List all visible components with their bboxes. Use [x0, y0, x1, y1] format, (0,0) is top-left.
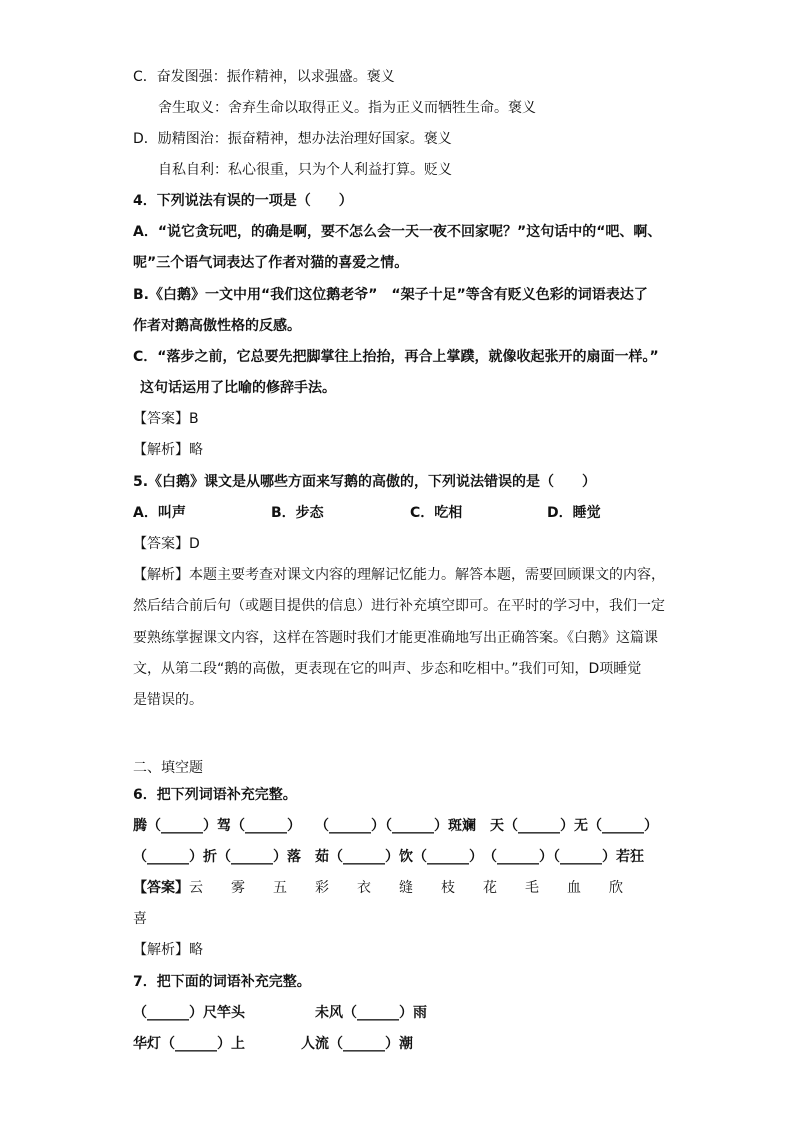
q5-answer: 【答案】D	[133, 536, 200, 552]
q3-option-d: D．励精图治：振奋精神，想办法治理好国家。褒义	[133, 131, 452, 147]
q4-option-c-cont: 这句话运用了比喻的修辞手法。	[140, 380, 336, 396]
q3-option-c-second: 舍生取义：舍弃生命以取得正义。指为正义而牺牲生命。褒义	[158, 100, 536, 116]
q4-answer: 【答案】B	[133, 411, 199, 427]
q5-analysis-line1: 【解析】本题主要考查对课文内容的理解记忆能力。解答本题，需要回顾课文的内容，	[133, 567, 665, 583]
q4-option-c: C．“落步之前，它总要先把脚掌往上抬抬，再合上掌蹼，就像收起张开的扇面一样。”	[133, 349, 659, 365]
q5-analysis-line5: 是错误的。	[133, 692, 203, 708]
q4-option-a-cont: 呢”三个语气词表达了作者对猫的喜爱之情。	[133, 255, 409, 271]
q6-answer-cont: 喜	[133, 911, 147, 927]
q4-option-b-cont: 作者对鹅高傲性格的反感。	[133, 318, 301, 334]
q6-fill-row1: 腾（______）驾（______） （______）（______）斑斓 天（______）无（______）	[133, 818, 658, 834]
q5-analysis-line4: 文，从第二段“鹅的高傲，更表现在它的叫声、步态和吃相中。”我们可知，D项睡觉	[133, 661, 642, 677]
q6-analysis: 【解析】略	[133, 942, 203, 958]
q5-option-a: A．叫声	[133, 505, 186, 521]
q6-answer-label: 【答案】	[133, 880, 189, 896]
q5-analysis-line3: 要熟练掌握课文内容，这样在答题时我们才能更准确地写出正确答案。《白鹅》这篇课	[133, 630, 658, 646]
q4-question: 4．下列说法有误的一项是（ ）	[133, 193, 353, 209]
q4-option-a: A．“说它贪玩吧，的确是啊，要不怎么会一天一夜不回家呢？”这句话中的“吧、啊、	[133, 224, 662, 240]
section-title: 二、填空题	[133, 760, 203, 776]
q4-option-b: B.《白鹅》一文中用“我们这位鹅老爷” “架子十足”等含有贬义色彩的词语表达了	[133, 287, 648, 303]
q6-fill-row2: （______）折（______）落 茹（______）饮（______） （______）（______）若狂	[133, 849, 644, 865]
q5-option-d: D．睡觉	[547, 505, 601, 521]
q3-option-c: C．奋发图强：振作精神，以求强盛。褒义	[133, 69, 395, 85]
q6-answer-words: 云 雾 五 彩 衣 缝 枝 花 毛 血 欣	[189, 880, 623, 896]
q7-question: 7．把下面的词语补充完整。	[133, 974, 311, 990]
q3-option-d-second: 自私自利：私心很重，只为个人利益打算。贬义	[158, 162, 452, 178]
q5-analysis-line2: 然后结合前后句（或题目提供的信息）进行补充填空即可。在平时的学习中，我们一定	[133, 598, 665, 614]
q5-option-b: B．步态	[271, 505, 324, 521]
q7-fill-row2: 华灯（______）上 人流（______）潮	[133, 1036, 413, 1052]
q6-question: 6．把下列词语补充完整。	[133, 787, 297, 803]
q4-analysis: 【解析】略	[133, 442, 203, 458]
q7-fill-row1: （______）尺竿头 未风（______）雨	[133, 1005, 427, 1021]
q5-option-c: C．吃相	[410, 505, 463, 521]
q5-question: 5.《白鹅》课文是从哪些方面来写鹅的高傲的，下列说法错误的是（ ）	[133, 474, 597, 490]
